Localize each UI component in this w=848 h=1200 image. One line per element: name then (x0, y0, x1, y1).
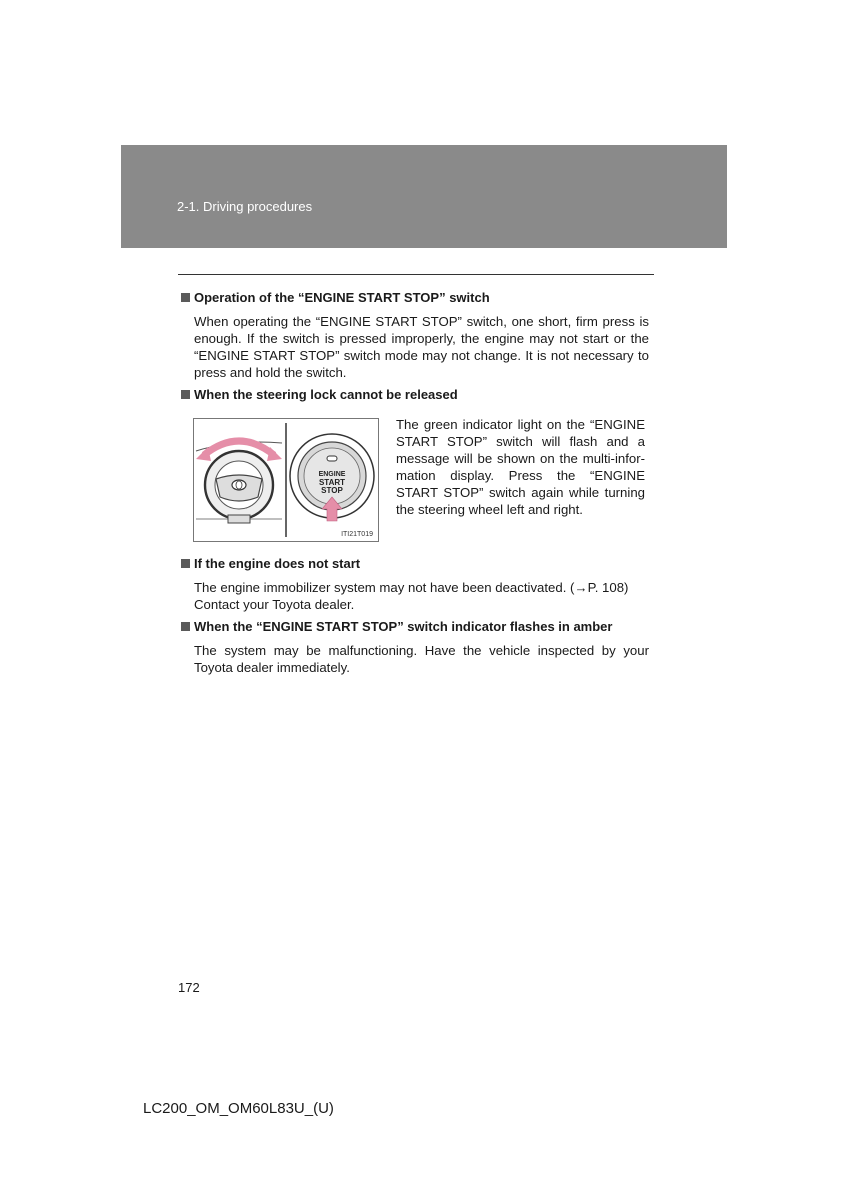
paragraph-operation (194, 313, 649, 381)
text-line: The engine immobilizer system may not have been deactivated. (→P. 108) (194, 580, 629, 595)
square-bullet-icon (181, 622, 190, 631)
heading-text: When the “ENGINE START STOP” switch indicator flashes in amber (194, 619, 613, 634)
heading-text: If the engine does not start (194, 556, 361, 571)
heading-text: When the steering lock cannot be released (194, 387, 458, 402)
text-line: Toyota dealer immediately. (194, 660, 350, 675)
text-line: When operating the “ENGINE START STOP” switch, one short, firm press is (194, 314, 649, 329)
illustration-drawing (194, 419, 378, 541)
square-bullet-icon (181, 559, 190, 568)
page-number: 172 (178, 980, 200, 995)
text-line: press and hold the switch. (194, 365, 347, 380)
paragraph-engine-not-start (194, 579, 649, 613)
document-code: LC200_OM_OM60L83U_(U) (143, 1100, 334, 1117)
button-label: START (318, 478, 346, 487)
text-line: The system may be malfunctioning. Have the vehicle inspected by your (194, 643, 649, 658)
heading-indicator-amber (181, 619, 612, 634)
button-label: STOP (321, 486, 343, 495)
text-line: message will be shown on the multi-infor- (396, 451, 645, 466)
text-line: START STOP” switch will flash and a (396, 434, 645, 449)
heading-engine-not-start (181, 556, 360, 571)
text-line: mation display. Press the “ENGINE (396, 468, 645, 483)
steering-wheel-illustration (193, 418, 379, 542)
button-label: ENGINE (318, 471, 346, 478)
heading-operation (181, 290, 490, 305)
text-line: the steering wheel left and right. (396, 502, 583, 517)
text-line: The green indicator light on the “ENGINE (396, 417, 645, 432)
heading-steering-lock (181, 387, 458, 402)
text-line: “ENGINE START STOP” switch mode may not change. It is not necessary to (194, 348, 649, 363)
heading-text: Operation of the “ENGINE START STOP” switch (194, 290, 490, 305)
text-line: Contact your Toyota dealer. (194, 597, 355, 612)
chapter-header-band (121, 145, 727, 248)
square-bullet-icon (181, 293, 190, 302)
section-title: 2-1. Driving procedures (177, 199, 313, 214)
paragraph-steering-lock (396, 416, 645, 518)
square-bullet-icon (181, 390, 190, 399)
figure-code: ITI21T019 (341, 531, 373, 538)
text-line: enough. If the switch is pressed improperly, the engine may not start or the (194, 331, 649, 346)
text-line: START STOP” switch again while turning (396, 485, 645, 500)
header-rule (178, 274, 654, 275)
paragraph-indicator-amber (194, 642, 649, 676)
